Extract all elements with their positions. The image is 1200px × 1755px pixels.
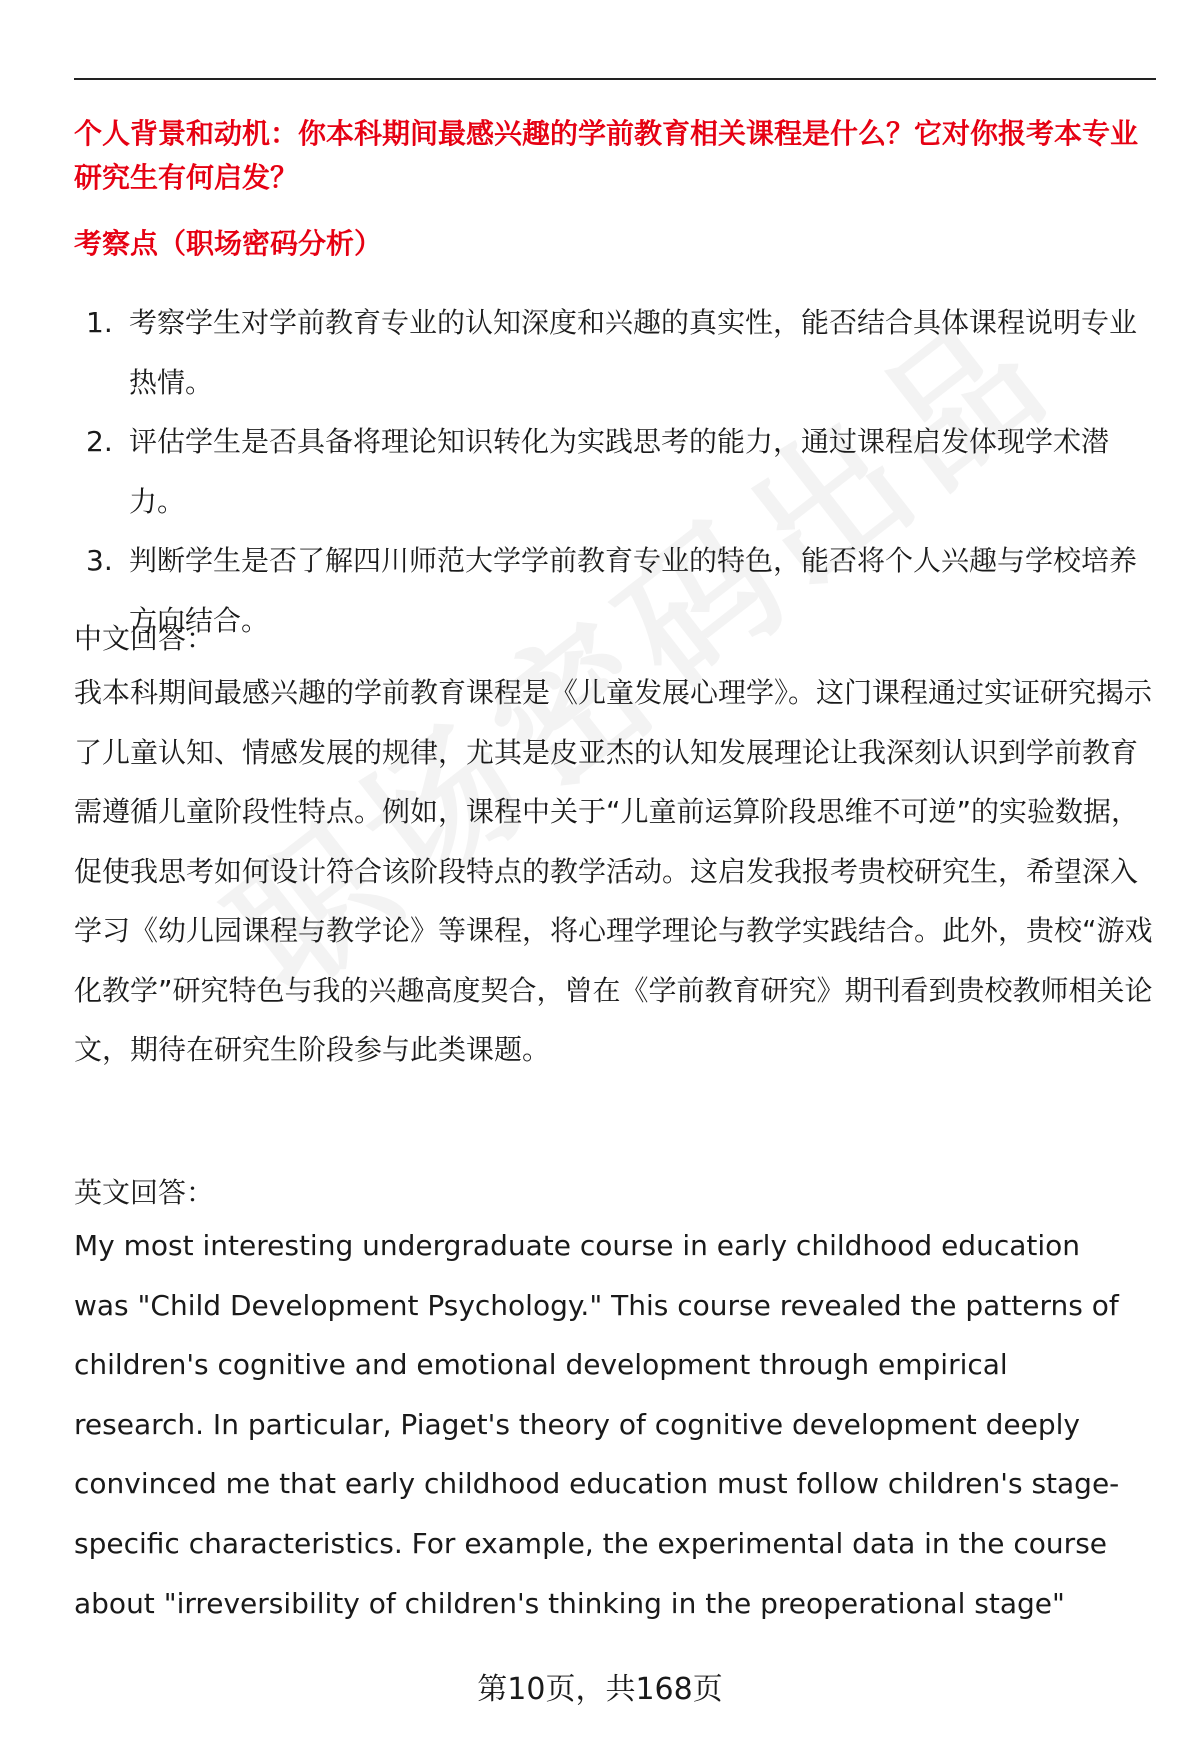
- question-heading: 个人背景和动机：你本科期间最感兴趣的学前教育相关课程是什么？它对你报考本专业研究生有何启发？: [74, 117, 1139, 194]
- english-answer-text: My most interesting undergraduate course in early childhood education was "Child Development Psychology." This course revealed the patterns of children's cognitive and emotional development through empirical research. In particular, Piaget's theory of cognitive development deeply convinced me that early childhood education must follow children's stage-specific characteristics. For example, the experimental data in the course about "irreversibility of children's thinking in the preoperational stage": [74, 1229, 1120, 1620]
- points-title: 考察点（职场密码分析）: [74, 227, 383, 260]
- list-item-text: 考察学生对学前教育专业的认知深度和兴趣的真实性，能否结合具体课程说明专业热情。: [129, 306, 1138, 399]
- page-number: 第10页，共168页: [477, 1672, 723, 1707]
- header-rule: [74, 78, 1156, 80]
- list-item: [74, 531, 1158, 650]
- english-answer-label: 英文回答：: [74, 1176, 215, 1209]
- list-item-text: 判断学生是否了解四川师范大学学前教育专业的特色，能否将个人兴趣与学校培养方向结合。: [129, 544, 1138, 637]
- points-list: [74, 293, 1158, 650]
- chinese-answer-label: 中文回答：: [74, 622, 215, 655]
- list-item: [74, 293, 1158, 412]
- document-page: [74, 0, 1158, 1755]
- list-item-number: 1.: [86, 306, 113, 339]
- list-item: [74, 412, 1158, 531]
- chinese-answer-text: 我本科期间最感兴趣的学前教育课程是《儿童发展心理学》。这门课程通过实证研究揭示了儿童认知、情感发展的规律，尤其是皮亚杰的认知发展理论让我深刻认识到学前教育需遵循儿童阶段性特点。例如，课程中关于“儿童前运算阶段思维不可逆”的实验数据，促使我思考如何设计符合该阶段特点的教学活动。这启发我报考贵校研究生，希望深入学习《幼儿园课程与教学论》等课程，将心理学理论与教学实践结合。此外，贵校“游戏化教学”研究特色与我的兴趣高度契合，曾在《学前教育研究》期刊看到贵校教师相关论文，期待在研究生阶段参与此类课题。: [74, 676, 1153, 1066]
- list-item-number: 2.: [86, 425, 113, 458]
- list-item-text: 评估学生是否具备将理论知识转化为实践思考的能力，通过课程启发体现学术潜力。: [129, 425, 1110, 518]
- list-item-number: 3.: [86, 544, 113, 577]
